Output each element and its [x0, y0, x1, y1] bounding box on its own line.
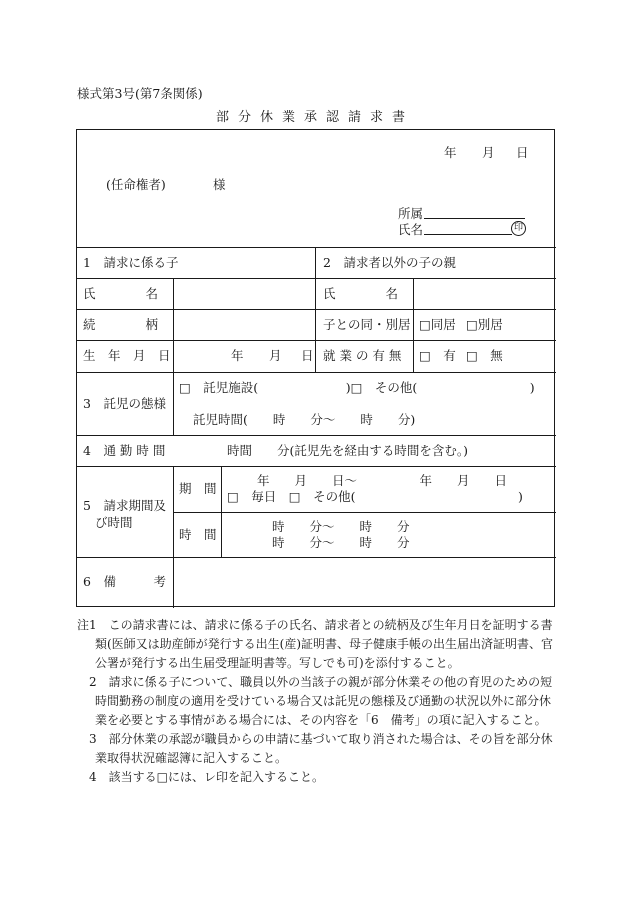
note-1-line3: 公署が発行する出生届受理証明書等。写しでも可)を添付すること。	[95, 656, 460, 670]
column-divider	[173, 278, 174, 372]
childcare-type-line[interactable]: □ 託児施設( )□ その他( )	[179, 380, 535, 395]
time-label: 時 間	[179, 527, 217, 542]
row-divider	[77, 372, 556, 373]
birthdate-label: 生 年 月 日	[83, 348, 171, 363]
employment-label: 就 業 の 有 無	[323, 348, 402, 363]
employment-yes-checkbox[interactable]: □ 有	[419, 348, 456, 363]
column-divider	[173, 466, 174, 608]
row-divider	[77, 309, 556, 310]
period-label: 期 間	[179, 481, 217, 496]
name-label: 氏名	[398, 222, 424, 237]
birth-year-label: 年	[231, 348, 244, 363]
date-month-label: 月	[482, 145, 495, 160]
section2-title: 2 請求者以外の子の親	[323, 255, 456, 270]
period-frequency-line[interactable]: □ 毎日 □ その他( )	[227, 489, 523, 504]
row-divider	[77, 557, 556, 558]
column-divider	[413, 278, 414, 372]
column-divider	[173, 372, 174, 435]
time-range-line1[interactable]: 時 分〜 時 分	[272, 519, 410, 534]
form-number: 様式第3号(第7条関係)	[77, 86, 203, 101]
row-divider	[77, 278, 556, 279]
note-1-line1: 注1 この請求書には、請求に係る子の氏名、請求者との続柄及び生年月日を証明する書	[77, 618, 553, 632]
note-2-line2: 時間勤務の制度の適用を受けている場合又は託児の態様及び通勤の状況以外に部分休	[95, 694, 552, 708]
column-divider	[221, 466, 222, 557]
sama-label: 様	[213, 177, 226, 192]
note-2-line3: 業を必要とする事情がある場合には、その内容を「6 備考」の項に記入すること。	[95, 713, 547, 727]
birth-month-label: 月	[269, 348, 282, 363]
appointer-label: (任命権者)	[106, 177, 166, 192]
note-3-line2: 業取得状況確認簿に記入すること。	[95, 751, 288, 765]
cohabitation-separate-checkbox[interactable]: □別居	[466, 317, 503, 332]
request-form-table	[76, 129, 555, 607]
period-date-line[interactable]: 年 月 日〜 年 月 日	[257, 473, 508, 488]
other-parent-name-label: 氏 名	[323, 286, 399, 301]
cohabitation-same-checkbox[interactable]: □同居	[419, 317, 456, 332]
seal-mark: 印	[511, 221, 526, 236]
section4-title: 4 通 勤 時 間	[83, 443, 166, 458]
child-name-label: 氏 名	[83, 286, 159, 301]
commute-time-line[interactable]: 時間 分(託児先を経由する時間を含む。)	[227, 443, 469, 458]
row-divider	[77, 247, 556, 248]
form-title: 部分休業承認請求書	[215, 110, 414, 125]
note-1-line2: 類(医師又は助産師が発行する出生(産)証明書、母子健康手帳の出生届出済証明書、官	[95, 637, 554, 651]
date-year-label: 年	[444, 145, 457, 160]
section1-title: 1 請求に係る子	[83, 255, 179, 270]
affiliation-field[interactable]	[424, 218, 525, 219]
section5-title-line1: 5 請求期間及	[83, 498, 166, 513]
birth-day-label: 日	[301, 348, 314, 363]
applicant-name-field[interactable]	[424, 234, 512, 235]
row-divider	[77, 340, 556, 341]
section6-title: 6 備 考	[83, 574, 166, 589]
childcare-hours-line[interactable]: 託児時間( 時 分〜 時 分)	[193, 412, 416, 427]
employment-no-checkbox[interactable]: □ 無	[466, 348, 503, 363]
section3-title: 3 託児の態様	[83, 396, 166, 411]
section5-title-line2: び時間	[95, 515, 133, 530]
time-range-line2[interactable]: 時 分〜 時 分	[272, 535, 410, 550]
relation-label: 続 柄	[83, 317, 159, 332]
affiliation-label: 所属	[398, 206, 424, 221]
column-divider	[315, 247, 316, 372]
note-2-line1: 2 請求に係る子について、職員以外の当該子の親が部分休業その他の育児のための短	[89, 675, 553, 689]
note-3-line1: 3 部分休業の承認が職員からの申請に基づいて取り消された場合は、その旨を部分休	[89, 732, 553, 746]
row-divider	[173, 512, 556, 513]
row-divider	[77, 466, 556, 467]
date-day-label: 日	[516, 145, 529, 160]
note-4: 4 該当する□には、レ印を記入すること。	[89, 770, 324, 784]
row-divider	[77, 435, 556, 436]
cohabitation-label: 子との同・別居	[323, 317, 411, 332]
